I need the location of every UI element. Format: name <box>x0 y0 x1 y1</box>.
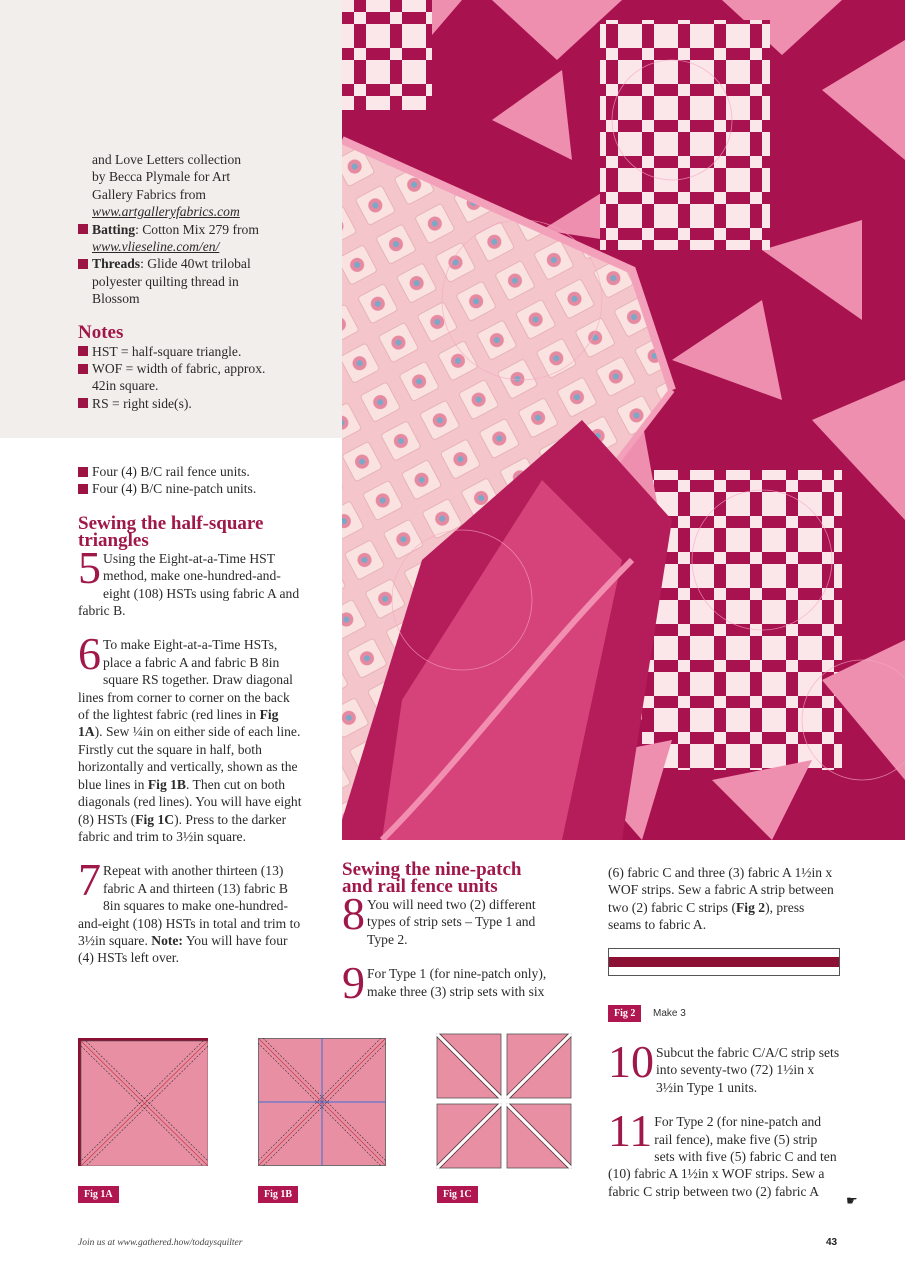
step-10: 10 Subcut the fabric C/A/C strip sets into seventy-two (72) 1½in x 3½in Type 1 units. <box>608 1036 840 1095</box>
fabric-a-strip <box>609 957 839 967</box>
fig-1c-label: Fig 1C <box>437 1186 478 1203</box>
fig-2-strip-set <box>608 948 840 976</box>
nine-patch-block <box>342 0 432 110</box>
step-number: 10 <box>608 1036 654 1087</box>
fabric-line-1: and Love Letters collection <box>92 152 242 167</box>
step-number: 9 <box>342 957 365 1009</box>
bullet-square-icon <box>78 398 88 408</box>
bullet-square-icon <box>78 224 88 234</box>
fabric-line-2: by Becca Plymale for Art <box>92 169 231 185</box>
bullet-square-icon <box>78 259 88 269</box>
threads-label: Threads <box>92 256 141 272</box>
threads-text: : Glide 40wt trilobal <box>140 256 251 272</box>
notes-item-cont: 42in square. <box>92 378 159 394</box>
fig-1c-diagram <box>436 1033 572 1169</box>
nine-patch-block <box>642 470 842 770</box>
batting-text: : Cotton Mix 279 from <box>135 221 259 237</box>
bullet-square-icon <box>78 364 88 374</box>
fabric-line-3: Gallery Fabrics from <box>92 186 207 202</box>
page-number: 43 <box>826 1237 838 1248</box>
batting-label: Batting <box>92 221 136 237</box>
left-column <box>78 463 304 967</box>
step-number: 5 <box>78 541 101 593</box>
step-number: 8 <box>342 888 365 939</box>
bullet-square-icon <box>78 346 88 356</box>
quilt-photo <box>342 0 905 840</box>
step-number: 6 <box>78 628 101 680</box>
fig-1b-diagram <box>258 1038 386 1166</box>
bullet-square-icon <box>78 467 88 477</box>
list-item: Four (4) B/C rail fence units. <box>78 463 304 480</box>
right-column-bottom <box>608 1036 840 1200</box>
fabric-link[interactable]: www.artgalleryfabrics.com <box>92 204 240 220</box>
step-7: 7 Repeat with another thirteen (13) fabric A and thirteen (13) fabric B 8in squares to make one-hundred-and-eight (108) HSTs in total and trim to 3½in square. Note: You will have four (4) HSTs left over. <box>78 854 301 966</box>
notes-heading: Notes <box>78 321 124 343</box>
notes-item: WOF = width of fabric, approx. <box>78 360 300 377</box>
step-number: 11 <box>608 1105 653 1157</box>
footer-link[interactable]: Join us at www.gathered.how/todaysquilter <box>78 1238 243 1248</box>
fig-1b-label: Fig 1B <box>258 1186 298 1203</box>
threads-item <box>78 255 300 272</box>
threads-line-2: polyester quilting thread in <box>92 273 239 289</box>
step-9: 9 For Type 1 (for nine-patch only), make three (3) strip sets with six <box>342 957 547 1009</box>
notes-item: HST = half-square triangle. <box>78 343 300 360</box>
step-6: 6 To make Eight-at-a-Time HSTs, place a fabric A and fabric B 8in square RS together. Draw diagonal lines from corner to corner on the back of the lightest fabric (red lines in Fig 1A). Sew ¼in on either side of each line. Firstly cut the square in half, both horizontally and vertically, shown as the blue lines in Fig 1B. Then cut on both diagonals (red lines). You will have eight (8) HSTs (Fig 1C). Press to the darker fabric and trim to 3½in square. <box>78 628 302 844</box>
notes-item: RS = right side(s). <box>78 395 300 412</box>
fig-2-caption: Make 3 <box>653 1008 686 1019</box>
bullet-square-icon <box>78 484 88 494</box>
strip-set-instructions: (6) fabric C and three (3) fabric A 1½in x WOF strips. Sew a fabric A strip between two (2) fabric C strips (Fig 2), press seams to fabric A. <box>608 865 834 933</box>
threads-line-3: Blossom <box>92 291 140 307</box>
list-item: Four (4) B/C nine-patch units. <box>78 480 304 497</box>
step-11: 11 For Type 2 (for nine-patch and rail fence), make five (5) strip sets with five (5) fabric C and ten (10) fabric A 1½in x WOF strips. Sew a fabric C strip between two (2) fabric A <box>608 1105 837 1199</box>
fig-1a-diagram <box>78 1038 208 1166</box>
fig-2-label: Fig 2 <box>608 1005 641 1022</box>
nine-patch-block <box>600 20 770 250</box>
continue-arrow-icon: ☛ <box>846 1194 858 1209</box>
step-5: 5 Using the Eight-at-a-Time HST method, make one-hundred-and-eight (108) HSTs using fabric A and fabric B. <box>78 541 300 619</box>
materials-list <box>78 151 300 412</box>
batting-item <box>78 221 300 238</box>
batting-link[interactable]: www.vlieseline.com/en/ <box>92 239 220 255</box>
step-number: 7 <box>78 854 101 906</box>
fig-1a-label: Fig 1A <box>78 1186 119 1203</box>
right-column-top <box>608 864 840 934</box>
section-heading-hst: Sewing the half-square triangles <box>78 512 264 551</box>
middle-column <box>342 859 564 1009</box>
section-heading-nine-patch: Sewing the nine-patch and rail fence units <box>342 859 522 897</box>
step-8: 8 You will need two (2) different types of strip sets – Type 1 and Type 2. <box>342 888 536 947</box>
